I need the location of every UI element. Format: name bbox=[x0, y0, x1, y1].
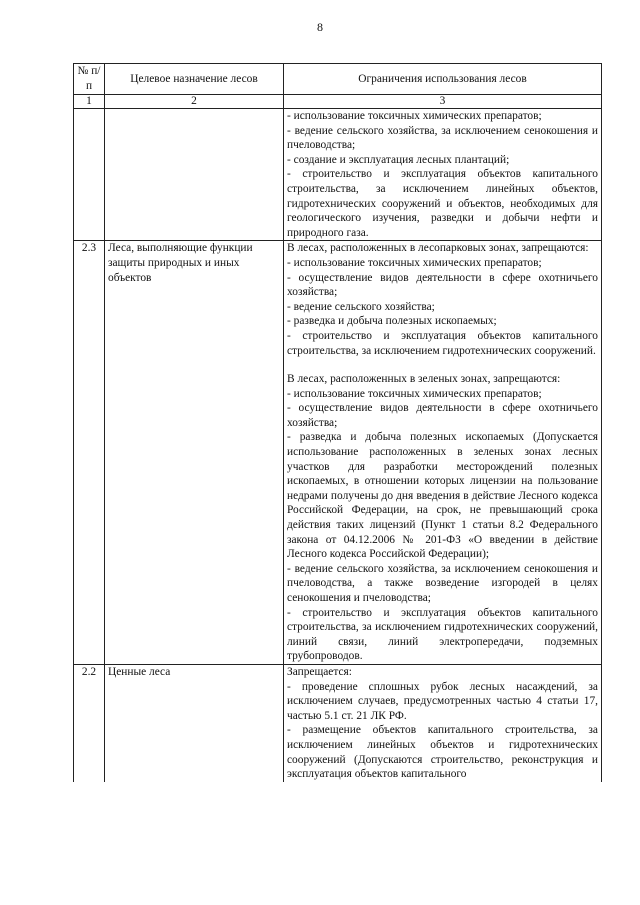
paragraph-gap bbox=[287, 358, 598, 372]
restriction-item: - ведение сельского хозяйства; bbox=[287, 300, 435, 313]
column-number: 1 bbox=[74, 95, 105, 109]
row-number: 2.2 bbox=[74, 664, 105, 781]
restriction-item: - использование токсичных химических препаратов; bbox=[287, 110, 542, 122]
restriction-item: - строительство и эксплуатация объектов капитального строительства, за исключением линейных объектов, гидротехнических сооружений и объектов, необходимых для геологического изучения, разведки и добычи нефти и природного газа. bbox=[287, 168, 598, 239]
restriction-item: - строительство и эксплуатация объектов капитального строительства, за исключением гидротехнических сооружений. bbox=[287, 329, 598, 357]
row-number: 2.3 bbox=[74, 241, 105, 665]
row-number bbox=[74, 109, 105, 241]
column-number: 2 bbox=[105, 95, 284, 109]
restriction-item: - создание и эксплуатация лесных плантаций; bbox=[287, 153, 510, 166]
column-number: 3 bbox=[284, 95, 602, 109]
table-row bbox=[74, 664, 602, 781]
page-number: 8 bbox=[317, 20, 323, 34]
row-purpose: Ценные леса bbox=[105, 664, 284, 781]
restriction-item: - разведка и добыча полезных ископаемых; bbox=[287, 315, 497, 328]
restriction-item: - использование токсичных химических препаратов; bbox=[287, 256, 542, 269]
restriction-item: В лесах, расположенных в зеленых зонах, запрещаются: bbox=[287, 373, 561, 386]
restriction-item: - строительство и эксплуатация объектов капитального строительства, за исключением гидротехнических сооружений, линий связи, линий электропередачи, подземных трубопроводов. bbox=[287, 606, 598, 663]
restriction-item: - осуществление видов деятельности в сфере охотничьего хозяйства; bbox=[287, 271, 598, 299]
row-purpose bbox=[105, 109, 284, 241]
row-restrictions bbox=[284, 109, 602, 241]
header-restrictions: Ограничения использования лесов bbox=[284, 64, 602, 95]
restriction-item: Запрещается: bbox=[287, 665, 352, 678]
restriction-item: - осуществление видов деятельности в сфере охотничьего хозяйства; bbox=[287, 402, 598, 429]
restriction-item: - проведение сплошных рубок лесных насаждений, за исключением случаев, предусмотренных частью 4 статьи 17, частью 5.1 ст. 21 ЛК РФ. bbox=[287, 680, 598, 722]
restriction-item: В лесах, расположенных в лесопарковых зонах, запрещаются: bbox=[287, 242, 589, 255]
table-row bbox=[74, 109, 602, 241]
restriction-item: - ведение сельского хозяйства, за исключением сенокошения и пчеловодства, а также возведение изгородей в целях сенокошения и пчеловодства; bbox=[287, 562, 598, 604]
table-header-row bbox=[74, 64, 602, 95]
header-number: № п/п bbox=[74, 64, 105, 95]
restriction-item: - размещение объектов капитального строительства, за исключением линейных объектов и гидротехнических сооружений (Допускаются строительство, реконструкция и эксплуатация объектов капитального bbox=[287, 724, 598, 781]
table-row bbox=[74, 241, 602, 665]
column-number-row bbox=[74, 95, 602, 109]
row-restrictions bbox=[284, 241, 602, 665]
forest-restrictions-table bbox=[73, 63, 602, 782]
row-restrictions bbox=[284, 664, 602, 781]
restriction-item: - разведка и добыча полезных ископаемых (Допускается использование расположенных в зеленых зонах лесных участков для разработки месторождений полезных ископаемых, в отношении которых лицензии на пользование недрами получены до дня введения в действие Лесного кодекса Российской Федерации, на срок, не превышающий срока действия таких лицензий (Пункт 1 статьи 8.2 Федерального закона от 04.12.2006 № 201-ФЗ «О введении в действие Лесного кодекса Российской Федерации); bbox=[287, 431, 598, 561]
header-purpose: Целевое назначение лесов bbox=[105, 64, 284, 95]
restriction-item: - использование токсичных химических препаратов; bbox=[287, 387, 542, 400]
restriction-item: - ведение сельского хозяйства, за исключением сенокошения и пчеловодства; bbox=[287, 124, 598, 152]
row-purpose: Леса, выполняющие функции защиты природных и иных объектов bbox=[105, 241, 284, 665]
